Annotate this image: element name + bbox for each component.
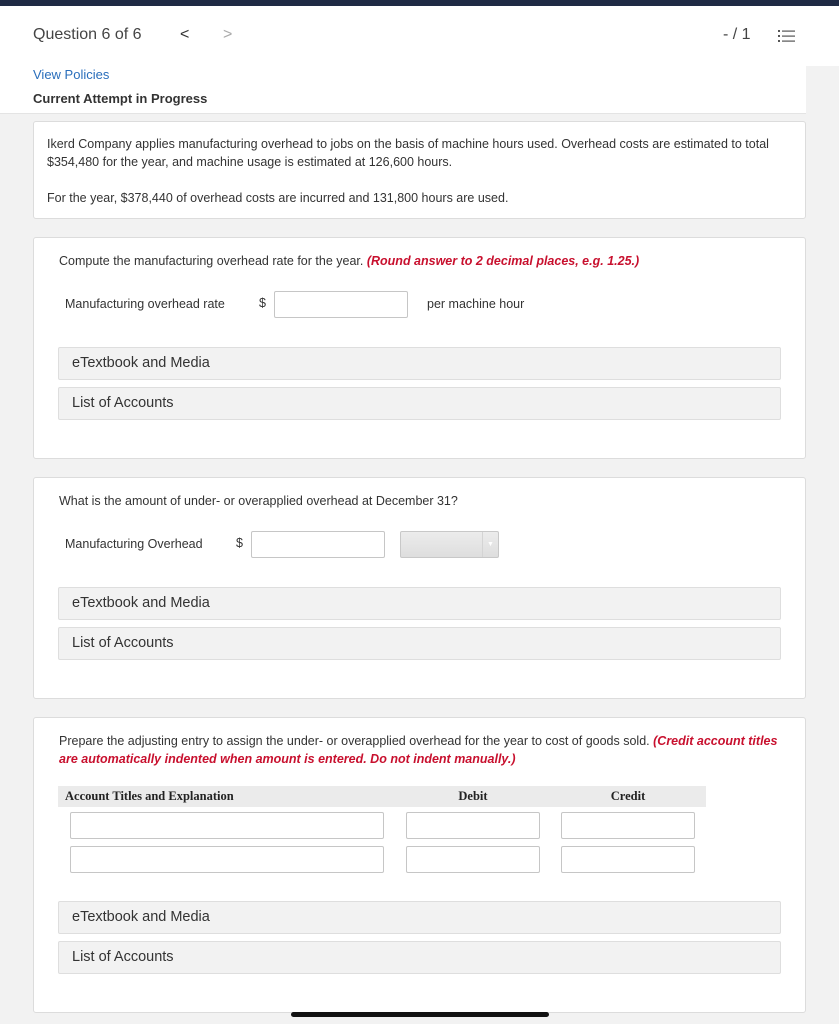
part3-card — [33, 717, 806, 1013]
question-header — [0, 6, 839, 66]
etextbook-media-button[interactable]: eTextbook and Media — [58, 347, 781, 380]
problem-text-2: For the year, $378,440 of overhead costs are incurred and 131,800 hours are used. — [47, 191, 509, 205]
part1-instruction: (Round answer to 2 decimal places, e.g. 1.25.) — [366, 254, 640, 268]
question-counter: Question 6 of 6 — [33, 26, 142, 43]
list-of-accounts-button[interactable]: List of Accounts — [58, 627, 781, 660]
list-of-accounts-button[interactable]: List of Accounts — [58, 387, 781, 420]
currency-symbol: $ — [259, 296, 266, 310]
debit-input-2[interactable] — [406, 846, 540, 873]
attempt-subheader — [0, 66, 806, 114]
part1-question — [59, 252, 779, 270]
account-title-input-1[interactable] — [70, 812, 384, 839]
previous-question-button[interactable]: < — [180, 26, 190, 43]
attempt-status: Current Attempt in Progress — [33, 91, 208, 106]
problem-text-1: Ikerd Company applies manufacturing overhead to jobs on the basis of machine hours used. Overhead costs are estimated to total $354,480 for the year, and machine usage is estimated at 126,600 hours. — [47, 137, 769, 169]
home-indicator — [291, 1012, 549, 1017]
view-policies-link[interactable]: View Policies — [33, 67, 110, 82]
currency-symbol: $ — [236, 536, 243, 550]
overhead-rate-label: Manufacturing overhead rate — [65, 297, 225, 311]
part3-question — [59, 732, 779, 768]
list-of-accounts-button[interactable]: List of Accounts — [58, 941, 781, 974]
part2-question: What is the amount of under- or overapplied overhead at December 31? — [59, 494, 458, 508]
etextbook-media-button[interactable]: eTextbook and Media — [58, 901, 781, 934]
debit-input-1[interactable] — [406, 812, 540, 839]
next-question-button[interactable]: > — [223, 26, 233, 43]
column-header-account: Account Titles and Explanation — [65, 789, 234, 803]
part1-card — [33, 237, 806, 459]
overhead-amount-input[interactable] — [251, 531, 385, 558]
score-display: - / 1 — [723, 26, 751, 43]
etextbook-media-button[interactable]: eTextbook and Media — [58, 587, 781, 620]
part3-instruction: (Credit account titles are automatically indented when amount is entered. Do not indent manually.) — [59, 734, 778, 766]
problem-statement-card — [33, 121, 806, 219]
column-header-credit: Credit — [610, 789, 646, 803]
question-list-icon[interactable] — [778, 29, 795, 43]
chevron-down-icon: ▼ — [482, 532, 498, 557]
part2-card — [33, 477, 806, 699]
column-header-debit: Debit — [458, 789, 488, 803]
overhead-rate-input[interactable] — [274, 291, 408, 318]
part1-question-text: Compute the manufacturing overhead rate for the year. — [59, 254, 364, 268]
under-over-applied-select[interactable] — [400, 531, 499, 558]
account-title-input-2[interactable] — [70, 846, 384, 873]
manufacturing-overhead-label: Manufacturing Overhead — [65, 537, 203, 551]
credit-input-2[interactable] — [561, 846, 695, 873]
part3-question-text: Prepare the adjusting entry to assign the under- or overapplied overhead for the year to cost of goods sold. — [59, 734, 650, 748]
unit-label: per machine hour — [427, 297, 525, 311]
credit-input-1[interactable] — [561, 812, 695, 839]
